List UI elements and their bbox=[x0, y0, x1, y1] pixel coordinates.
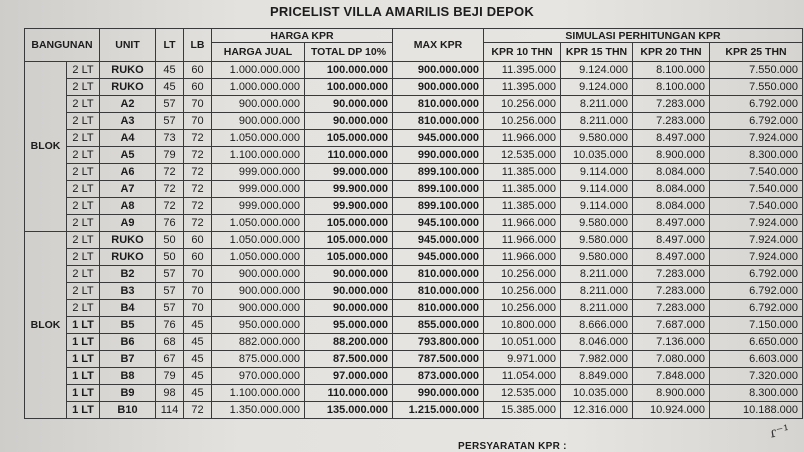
lt-cell: 57 bbox=[156, 96, 184, 113]
kpr-20-cell: 8.084.000 bbox=[633, 181, 710, 198]
kpr-25-cell: 7.150.000 bbox=[710, 317, 803, 334]
lb-cell: 45 bbox=[184, 368, 212, 385]
kpr-10-cell: 10.051.000 bbox=[484, 334, 561, 351]
bangunan-cell: 2 LT bbox=[67, 215, 100, 232]
lb-cell: 70 bbox=[184, 300, 212, 317]
kpr-25-cell: 7.924.000 bbox=[710, 130, 803, 147]
total-dp-cell: 90.000.000 bbox=[305, 266, 393, 283]
kpr-20-cell: 7.283.000 bbox=[633, 300, 710, 317]
lt-cell: 114 bbox=[156, 402, 184, 419]
kpr-20-cell: 7.283.000 bbox=[633, 96, 710, 113]
group-label-blok: BLOK bbox=[25, 232, 67, 419]
header-lb: LB bbox=[184, 29, 212, 62]
kpr-20-cell: 8.497.000 bbox=[633, 232, 710, 249]
max-kpr-cell: 810.000.000 bbox=[393, 96, 484, 113]
lb-cell: 45 bbox=[184, 334, 212, 351]
kpr-10-cell: 12.535.000 bbox=[484, 385, 561, 402]
kpr-10-cell: 12.535.000 bbox=[484, 147, 561, 164]
harga-jual-cell: 999.000.000 bbox=[212, 164, 305, 181]
bangunan-cell: 2 LT bbox=[67, 232, 100, 249]
kpr-25-cell: 6.650.000 bbox=[710, 334, 803, 351]
harga-jual-cell: 999.000.000 bbox=[212, 181, 305, 198]
lt-cell: 73 bbox=[156, 130, 184, 147]
lt-cell: 50 bbox=[156, 232, 184, 249]
unit-cell: A7 bbox=[100, 181, 156, 198]
table-row bbox=[25, 164, 803, 181]
harga-jual-cell: 1.050.000.000 bbox=[212, 130, 305, 147]
kpr-15-cell: 8.211.000 bbox=[561, 283, 633, 300]
table-row bbox=[25, 215, 803, 232]
harga-jual-cell: 882.000.000 bbox=[212, 334, 305, 351]
table-row bbox=[25, 113, 803, 130]
lb-cell: 72 bbox=[184, 215, 212, 232]
table-row bbox=[25, 130, 803, 147]
lt-cell: 76 bbox=[156, 215, 184, 232]
header-max-kpr: MAX KPR bbox=[393, 29, 484, 62]
harga-jual-cell: 1.050.000.000 bbox=[212, 232, 305, 249]
total-dp-cell: 90.000.000 bbox=[305, 283, 393, 300]
max-kpr-cell: 793.800.000 bbox=[393, 334, 484, 351]
unit-cell: A6 bbox=[100, 164, 156, 181]
kpr-20-cell: 8.084.000 bbox=[633, 198, 710, 215]
unit-cell: A2 bbox=[100, 96, 156, 113]
kpr-15-cell: 9.580.000 bbox=[561, 249, 633, 266]
harga-jual-cell: 900.000.000 bbox=[212, 266, 305, 283]
kpr-20-cell: 7.283.000 bbox=[633, 113, 710, 130]
max-kpr-cell: 855.000.000 bbox=[393, 317, 484, 334]
header-total-dp: TOTAL DP 10% bbox=[305, 43, 393, 62]
bangunan-cell: 1 LT bbox=[67, 317, 100, 334]
kpr-10-cell: 9.971.000 bbox=[484, 351, 561, 368]
bangunan-cell: 2 LT bbox=[67, 181, 100, 198]
bangunan-cell: 2 LT bbox=[67, 113, 100, 130]
lb-cell: 60 bbox=[184, 79, 212, 96]
kpr-20-cell: 8.497.000 bbox=[633, 249, 710, 266]
total-dp-cell: 105.000.000 bbox=[305, 215, 393, 232]
bangunan-cell: 2 LT bbox=[67, 300, 100, 317]
kpr-25-cell: 7.540.000 bbox=[710, 198, 803, 215]
kpr-15-cell: 10.035.000 bbox=[561, 147, 633, 164]
unit-cell: A3 bbox=[100, 113, 156, 130]
total-dp-cell: 105.000.000 bbox=[305, 249, 393, 266]
kpr-10-cell: 11.054.000 bbox=[484, 368, 561, 385]
kpr-25-cell: 8.300.000 bbox=[710, 147, 803, 164]
table-row bbox=[25, 334, 803, 351]
kpr-20-cell: 8.900.000 bbox=[633, 147, 710, 164]
kpr-20-cell: 8.497.000 bbox=[633, 130, 710, 147]
unit-cell: B9 bbox=[100, 385, 156, 402]
table-row bbox=[25, 402, 803, 419]
max-kpr-cell: 810.000.000 bbox=[393, 283, 484, 300]
max-kpr-cell: 945.000.000 bbox=[393, 232, 484, 249]
kpr-10-cell: 10.256.000 bbox=[484, 113, 561, 130]
lb-cell: 72 bbox=[184, 181, 212, 198]
table-row bbox=[25, 96, 803, 113]
kpr-15-cell: 9.114.000 bbox=[561, 181, 633, 198]
lb-cell: 70 bbox=[184, 113, 212, 130]
kpr-15-cell: 10.035.000 bbox=[561, 385, 633, 402]
kpr-10-cell: 10.800.000 bbox=[484, 317, 561, 334]
kpr-25-cell: 6.792.000 bbox=[710, 96, 803, 113]
header-unit: UNIT bbox=[100, 29, 156, 62]
total-dp-cell: 99.900.000 bbox=[305, 198, 393, 215]
harga-jual-cell: 1.100.000.000 bbox=[212, 147, 305, 164]
bangunan-cell: 1 LT bbox=[67, 351, 100, 368]
kpr-10-cell: 11.385.000 bbox=[484, 164, 561, 181]
total-dp-cell: 105.000.000 bbox=[305, 130, 393, 147]
kpr-10-cell: 10.256.000 bbox=[484, 266, 561, 283]
kpr-25-cell: 6.792.000 bbox=[710, 300, 803, 317]
lt-cell: 57 bbox=[156, 266, 184, 283]
harga-jual-cell: 875.000.000 bbox=[212, 351, 305, 368]
kpr-20-cell: 7.848.000 bbox=[633, 368, 710, 385]
kpr-10-cell: 11.966.000 bbox=[484, 249, 561, 266]
kpr-15-cell: 9.580.000 bbox=[561, 215, 633, 232]
lb-cell: 45 bbox=[184, 385, 212, 402]
kpr-10-cell: 15.385.000 bbox=[484, 402, 561, 419]
bangunan-cell: 2 LT bbox=[67, 147, 100, 164]
bangunan-cell: 2 LT bbox=[67, 249, 100, 266]
harga-jual-cell: 1.350.000.000 bbox=[212, 402, 305, 419]
kpr-20-cell: 8.497.000 bbox=[633, 215, 710, 232]
lt-cell: 72 bbox=[156, 198, 184, 215]
lt-cell: 45 bbox=[156, 79, 184, 96]
kpr-15-cell: 9.580.000 bbox=[561, 130, 633, 147]
lt-cell: 57 bbox=[156, 113, 184, 130]
kpr-25-cell: 6.792.000 bbox=[710, 283, 803, 300]
lb-cell: 70 bbox=[184, 96, 212, 113]
unit-cell: RUKO bbox=[100, 62, 156, 79]
kpr-20-cell: 7.283.000 bbox=[633, 266, 710, 283]
kpr-25-cell: 7.924.000 bbox=[710, 232, 803, 249]
harga-jual-cell: 950.000.000 bbox=[212, 317, 305, 334]
max-kpr-cell: 990.000.000 bbox=[393, 147, 484, 164]
lt-cell: 72 bbox=[156, 181, 184, 198]
lb-cell: 70 bbox=[184, 266, 212, 283]
table-body bbox=[25, 62, 803, 419]
lt-cell: 79 bbox=[156, 368, 184, 385]
kpr-15-cell: 8.666.000 bbox=[561, 317, 633, 334]
total-dp-cell: 100.000.000 bbox=[305, 62, 393, 79]
kpr-15-cell: 12.316.000 bbox=[561, 402, 633, 419]
harga-jual-cell: 1.050.000.000 bbox=[212, 249, 305, 266]
total-dp-cell: 95.000.000 bbox=[305, 317, 393, 334]
unit-cell: A8 bbox=[100, 198, 156, 215]
bangunan-cell: 1 LT bbox=[67, 368, 100, 385]
bangunan-cell: 1 LT bbox=[67, 402, 100, 419]
kpr-25-cell: 7.550.000 bbox=[710, 79, 803, 96]
kpr-20-cell: 10.924.000 bbox=[633, 402, 710, 419]
unit-cell: B3 bbox=[100, 283, 156, 300]
header-kpr-10: KPR 10 THN bbox=[484, 43, 561, 62]
max-kpr-cell: 990.000.000 bbox=[393, 385, 484, 402]
harga-jual-cell: 999.000.000 bbox=[212, 198, 305, 215]
max-kpr-cell: 945.000.000 bbox=[393, 130, 484, 147]
max-kpr-cell: 899.100.000 bbox=[393, 198, 484, 215]
harga-jual-cell: 1.000.000.000 bbox=[212, 79, 305, 96]
footer-requirements: PERSYARATAN KPR : bbox=[458, 441, 567, 452]
max-kpr-cell: 899.100.000 bbox=[393, 181, 484, 198]
header-kpr-25: KPR 25 THN bbox=[710, 43, 803, 62]
table-row bbox=[25, 368, 803, 385]
table-row bbox=[25, 181, 803, 198]
bangunan-cell: 2 LT bbox=[67, 164, 100, 181]
kpr-20-cell: 7.283.000 bbox=[633, 283, 710, 300]
unit-cell: A5 bbox=[100, 147, 156, 164]
total-dp-cell: 90.000.000 bbox=[305, 300, 393, 317]
max-kpr-cell: 900.000.000 bbox=[393, 79, 484, 96]
table-row bbox=[25, 147, 803, 164]
kpr-15-cell: 8.211.000 bbox=[561, 266, 633, 283]
lt-cell: 79 bbox=[156, 147, 184, 164]
handwritten-mark: ɾ⁻¹ bbox=[768, 422, 791, 442]
kpr-15-cell: 7.982.000 bbox=[561, 351, 633, 368]
harga-jual-cell: 1.000.000.000 bbox=[212, 62, 305, 79]
total-dp-cell: 88.200.000 bbox=[305, 334, 393, 351]
bangunan-cell: 2 LT bbox=[67, 130, 100, 147]
lb-cell: 72 bbox=[184, 147, 212, 164]
kpr-20-cell: 8.100.000 bbox=[633, 79, 710, 96]
unit-cell: RUKO bbox=[100, 249, 156, 266]
lb-cell: 72 bbox=[184, 402, 212, 419]
total-dp-cell: 90.000.000 bbox=[305, 113, 393, 130]
kpr-10-cell: 11.395.000 bbox=[484, 79, 561, 96]
table-row bbox=[25, 232, 803, 249]
table-row bbox=[25, 283, 803, 300]
lb-cell: 60 bbox=[184, 62, 212, 79]
max-kpr-cell: 945.000.000 bbox=[393, 249, 484, 266]
max-kpr-cell: 900.000.000 bbox=[393, 62, 484, 79]
kpr-25-cell: 7.540.000 bbox=[710, 164, 803, 181]
harga-jual-cell: 900.000.000 bbox=[212, 113, 305, 130]
kpr-20-cell: 8.100.000 bbox=[633, 62, 710, 79]
kpr-10-cell: 11.385.000 bbox=[484, 198, 561, 215]
header-bangunan: BANGUNAN bbox=[25, 29, 100, 62]
pricelist-table bbox=[24, 28, 803, 419]
kpr-15-cell: 9.124.000 bbox=[561, 62, 633, 79]
lb-cell: 72 bbox=[184, 130, 212, 147]
lb-cell: 72 bbox=[184, 164, 212, 181]
kpr-20-cell: 7.136.000 bbox=[633, 334, 710, 351]
bangunan-cell: 2 LT bbox=[67, 96, 100, 113]
table-row bbox=[25, 249, 803, 266]
kpr-10-cell: 11.966.000 bbox=[484, 130, 561, 147]
lb-cell: 72 bbox=[184, 198, 212, 215]
table-row bbox=[25, 79, 803, 96]
unit-cell: B10 bbox=[100, 402, 156, 419]
kpr-15-cell: 8.211.000 bbox=[561, 113, 633, 130]
lt-cell: 57 bbox=[156, 283, 184, 300]
lb-cell: 60 bbox=[184, 232, 212, 249]
total-dp-cell: 110.000.000 bbox=[305, 147, 393, 164]
max-kpr-cell: 810.000.000 bbox=[393, 113, 484, 130]
total-dp-cell: 99.900.000 bbox=[305, 181, 393, 198]
kpr-25-cell: 7.540.000 bbox=[710, 181, 803, 198]
table-row bbox=[25, 198, 803, 215]
kpr-15-cell: 9.124.000 bbox=[561, 79, 633, 96]
total-dp-cell: 105.000.000 bbox=[305, 232, 393, 249]
unit-cell: RUKO bbox=[100, 79, 156, 96]
kpr-20-cell: 8.900.000 bbox=[633, 385, 710, 402]
bangunan-cell: 2 LT bbox=[67, 198, 100, 215]
lt-cell: 45 bbox=[156, 62, 184, 79]
kpr-25-cell: 7.924.000 bbox=[710, 215, 803, 232]
kpr-10-cell: 10.256.000 bbox=[484, 300, 561, 317]
kpr-15-cell: 8.211.000 bbox=[561, 96, 633, 113]
kpr-10-cell: 11.395.000 bbox=[484, 62, 561, 79]
unit-cell: B7 bbox=[100, 351, 156, 368]
table-row bbox=[25, 317, 803, 334]
kpr-25-cell: 7.924.000 bbox=[710, 249, 803, 266]
lb-cell: 45 bbox=[184, 317, 212, 334]
total-dp-cell: 97.000.000 bbox=[305, 368, 393, 385]
kpr-15-cell: 8.211.000 bbox=[561, 300, 633, 317]
kpr-15-cell: 9.114.000 bbox=[561, 198, 633, 215]
table-row bbox=[25, 385, 803, 402]
max-kpr-cell: 945.100.000 bbox=[393, 215, 484, 232]
unit-cell: B6 bbox=[100, 334, 156, 351]
lb-cell: 60 bbox=[184, 249, 212, 266]
kpr-25-cell: 6.792.000 bbox=[710, 113, 803, 130]
kpr-10-cell: 11.966.000 bbox=[484, 215, 561, 232]
max-kpr-cell: 810.000.000 bbox=[393, 300, 484, 317]
table-row bbox=[25, 351, 803, 368]
total-dp-cell: 87.500.000 bbox=[305, 351, 393, 368]
kpr-20-cell: 7.080.000 bbox=[633, 351, 710, 368]
lt-cell: 57 bbox=[156, 300, 184, 317]
kpr-10-cell: 10.256.000 bbox=[484, 96, 561, 113]
bangunan-cell: 2 LT bbox=[67, 79, 100, 96]
lt-cell: 98 bbox=[156, 385, 184, 402]
bangunan-cell: 2 LT bbox=[67, 266, 100, 283]
bangunan-cell: 2 LT bbox=[67, 62, 100, 79]
kpr-10-cell: 11.966.000 bbox=[484, 232, 561, 249]
group-label-blok: BLOK bbox=[25, 62, 67, 232]
kpr-15-cell: 8.849.000 bbox=[561, 368, 633, 385]
unit-cell: B5 bbox=[100, 317, 156, 334]
total-dp-cell: 90.000.000 bbox=[305, 96, 393, 113]
header-harga-jual: HARGA JUAL bbox=[212, 43, 305, 62]
max-kpr-cell: 810.000.000 bbox=[393, 266, 484, 283]
kpr-20-cell: 7.687.000 bbox=[633, 317, 710, 334]
unit-cell: B4 bbox=[100, 300, 156, 317]
total-dp-cell: 135.000.000 bbox=[305, 402, 393, 419]
header-row-1 bbox=[25, 29, 803, 43]
harga-jual-cell: 1.050.000.000 bbox=[212, 215, 305, 232]
unit-cell: B2 bbox=[100, 266, 156, 283]
harga-jual-cell: 900.000.000 bbox=[212, 300, 305, 317]
total-dp-cell: 110.000.000 bbox=[305, 385, 393, 402]
kpr-20-cell: 8.084.000 bbox=[633, 164, 710, 181]
lt-cell: 50 bbox=[156, 249, 184, 266]
page-title: PRICELIST VILLA AMARILIS BEJI DEPOK bbox=[270, 4, 534, 19]
bangunan-cell: 1 LT bbox=[67, 334, 100, 351]
harga-jual-cell: 970.000.000 bbox=[212, 368, 305, 385]
total-dp-cell: 99.000.000 bbox=[305, 164, 393, 181]
kpr-10-cell: 11.385.000 bbox=[484, 181, 561, 198]
max-kpr-cell: 1.215.000.000 bbox=[393, 402, 484, 419]
header-kpr-15: KPR 15 THN bbox=[561, 43, 633, 62]
kpr-25-cell: 6.603.000 bbox=[710, 351, 803, 368]
unit-cell: RUKO bbox=[100, 232, 156, 249]
kpr-25-cell: 8.300.000 bbox=[710, 385, 803, 402]
bangunan-cell: 2 LT bbox=[67, 283, 100, 300]
lt-cell: 68 bbox=[156, 334, 184, 351]
lb-cell: 45 bbox=[184, 351, 212, 368]
lt-cell: 67 bbox=[156, 351, 184, 368]
kpr-15-cell: 9.580.000 bbox=[561, 232, 633, 249]
kpr-15-cell: 8.046.000 bbox=[561, 334, 633, 351]
max-kpr-cell: 873.000.000 bbox=[393, 368, 484, 385]
header-kpr-20: KPR 20 THN bbox=[633, 43, 710, 62]
total-dp-cell: 100.000.000 bbox=[305, 79, 393, 96]
table-row bbox=[25, 62, 803, 79]
max-kpr-cell: 899.100.000 bbox=[393, 164, 484, 181]
harga-jual-cell: 900.000.000 bbox=[212, 283, 305, 300]
table-row bbox=[25, 266, 803, 283]
lt-cell: 72 bbox=[156, 164, 184, 181]
header-lt: LT bbox=[156, 29, 184, 62]
kpr-15-cell: 9.114.000 bbox=[561, 164, 633, 181]
table-row bbox=[25, 300, 803, 317]
kpr-25-cell: 7.550.000 bbox=[710, 62, 803, 79]
header-simulasi: SIMULASI PERHITUNGAN KPR bbox=[484, 29, 803, 43]
unit-cell: B8 bbox=[100, 368, 156, 385]
kpr-25-cell: 6.792.000 bbox=[710, 266, 803, 283]
bangunan-cell: 1 LT bbox=[67, 385, 100, 402]
header-harga-kpr: HARGA KPR bbox=[212, 29, 393, 43]
lt-cell: 76 bbox=[156, 317, 184, 334]
kpr-10-cell: 10.256.000 bbox=[484, 283, 561, 300]
unit-cell: A4 bbox=[100, 130, 156, 147]
kpr-25-cell: 10.188.000 bbox=[710, 402, 803, 419]
lb-cell: 70 bbox=[184, 283, 212, 300]
harga-jual-cell: 1.100.000.000 bbox=[212, 385, 305, 402]
harga-jual-cell: 900.000.000 bbox=[212, 96, 305, 113]
unit-cell: A9 bbox=[100, 215, 156, 232]
kpr-25-cell: 7.320.000 bbox=[710, 368, 803, 385]
max-kpr-cell: 787.500.000 bbox=[393, 351, 484, 368]
